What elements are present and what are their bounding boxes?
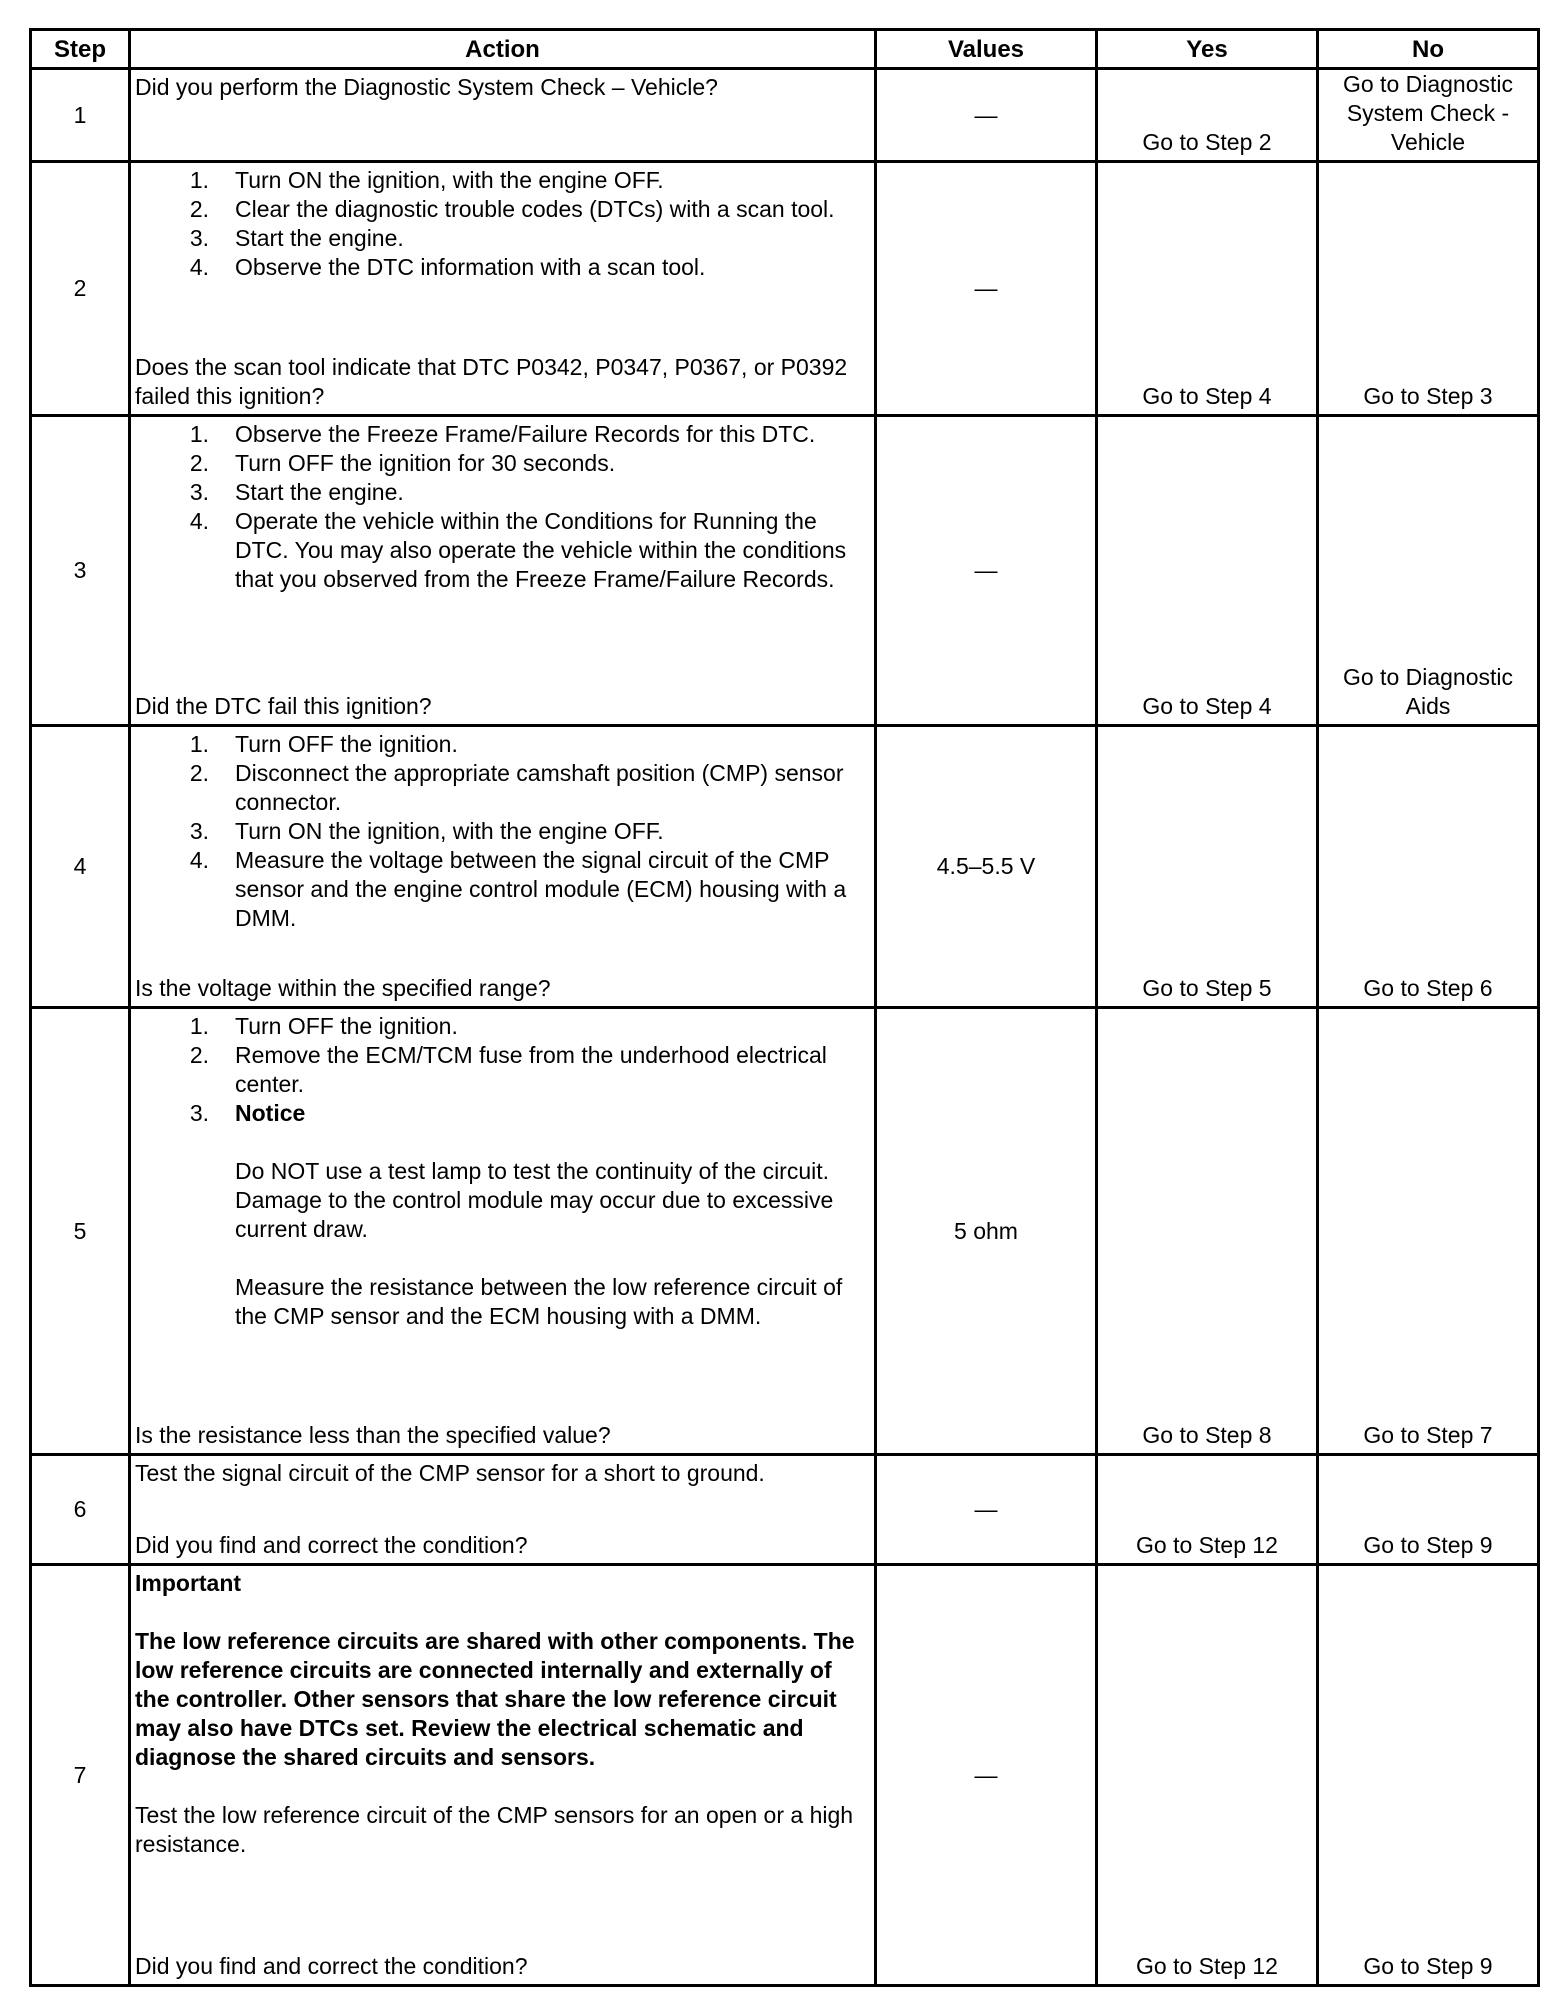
step-number: 1	[31, 69, 130, 162]
table-row	[31, 416, 1539, 726]
notice-text: Do NOT use a test lamp to test the continuity of the circuit. Damage to the control module may occur due to excessive current draw.	[235, 1158, 834, 1242]
action-cell	[130, 1565, 876, 1986]
action-question: Did the DTC fail this ignition?	[135, 693, 432, 719]
header-action: Action	[130, 30, 876, 69]
action-cell	[130, 69, 876, 162]
notice-title: Notice	[235, 1100, 306, 1126]
action-cell	[130, 416, 876, 726]
table-row	[31, 1008, 1539, 1455]
list-item: 2. Remove the ECM/TCM fuse from the underhood electrical center.	[189, 1042, 827, 1097]
action-steps	[135, 730, 870, 933]
action-cell	[130, 1008, 876, 1455]
list-item: 3. Turn ON the ignition, with the engine OFF.	[189, 818, 664, 844]
value-cell: —	[876, 1565, 1097, 1986]
action-text: Test the low reference circuit of the CMP sensors for an open or a high resistance.	[135, 1802, 854, 1857]
list-item: 1. Turn OFF the ignition.	[189, 1013, 458, 1039]
list-item: 3. Start the engine.	[189, 479, 404, 505]
list-item: 2. Turn OFF the ignition for 30 seconds.	[189, 450, 616, 476]
yes-cell: Go to Step 4	[1097, 162, 1318, 416]
action-question: Is the resistance less than the specified value?	[135, 1422, 611, 1448]
list-item: 2. Disconnect the appropriate camshaft position (CMP) sensor connector.	[189, 760, 844, 815]
action-text: Test the signal circuit of the CMP sensor for a short to ground.	[135, 1460, 765, 1486]
list-item: 3. Start the engine.	[189, 225, 404, 251]
action-question: Did you find and correct the condition?	[135, 1953, 528, 1979]
list-item: 2. Clear the diagnostic trouble codes (DTCs) with a scan tool.	[189, 196, 835, 222]
table-row	[31, 69, 1539, 162]
step-number: 4	[31, 726, 130, 1008]
step-number: 2	[31, 162, 130, 416]
yes-cell: Go to Step 12	[1097, 1455, 1318, 1565]
no-cell: Go to Step 6	[1318, 726, 1539, 1008]
list-item: 1. Turn OFF the ignition.	[189, 731, 458, 757]
action-cell	[130, 162, 876, 416]
action-question: Did you find and correct the condition?	[135, 1532, 528, 1558]
action-steps	[135, 166, 870, 282]
no-cell: Go to Step 7	[1318, 1008, 1539, 1455]
value-cell: —	[876, 1455, 1097, 1565]
yes-cell: Go to Step 4	[1097, 416, 1318, 726]
action-question: Did you perform the Diagnostic System Check – Vehicle?	[135, 74, 718, 100]
step-number: 3	[31, 416, 130, 726]
value-cell: —	[876, 69, 1097, 162]
no-cell: Go to Step 9	[1318, 1565, 1539, 1986]
list-item: 4. Measure the voltage between the signal circuit of the CMP sensor and the engine control module (ECM) housing with a DMM.	[189, 847, 847, 931]
header-yes: Yes	[1097, 30, 1318, 69]
value-cell: —	[876, 162, 1097, 416]
no-cell: Go to Step 3	[1318, 162, 1539, 416]
yes-cell: Go to Step 5	[1097, 726, 1318, 1008]
diagnostic-table	[29, 28, 1540, 1987]
action-cell	[130, 1455, 876, 1565]
list-item: 1. Observe the Freeze Frame/Failure Records for this DTC.	[189, 421, 816, 447]
important-title: Important	[135, 1570, 242, 1596]
header-values: Values	[876, 30, 1097, 69]
value-cell: 4.5–5.5 V	[876, 726, 1097, 1008]
action-steps	[135, 420, 870, 594]
notice-action: Measure the resistance between the low reference circuit of the CMP sensor and the ECM housing with a DMM.	[235, 1274, 843, 1329]
table-row	[31, 162, 1539, 416]
table-row	[31, 1455, 1539, 1565]
action-steps	[135, 1012, 870, 1331]
value-cell: —	[876, 416, 1097, 726]
list-item: 3. Notice Do NOT use a test lamp to test the continuity of the circuit. Damage to the control module may occur due to excessive current draw. Measure the resistance between the low reference circuit of the CMP sensor and the ECM housing with a DMM.	[135, 1099, 870, 1331]
step-number: 6	[31, 1455, 130, 1565]
step-number: 7	[31, 1565, 130, 1986]
yes-cell: Go to Step 2	[1097, 69, 1318, 162]
no-cell: Go to Diagnostic Aids	[1318, 416, 1539, 726]
header-row	[31, 30, 1539, 69]
header-step: Step	[31, 30, 130, 69]
step-number: 5	[31, 1008, 130, 1455]
yes-cell: Go to Step 12	[1097, 1565, 1318, 1986]
table-row	[31, 1565, 1539, 1986]
action-cell	[130, 726, 876, 1008]
important-text: The low reference circuits are shared with other components. The low reference circuits are connected internally and externally of the controller. Other sensors that share the low reference circuit may also have DTCs set. Review the electrical schematic and diagnose the shared circuits and sensors.	[135, 1628, 855, 1770]
list-item: 1. Turn ON the ignition, with the engine OFF.	[189, 167, 664, 193]
no-cell: Go to Step 9	[1318, 1455, 1539, 1565]
no-cell: Go to Diagnostic System Check - Vehicle	[1318, 69, 1539, 162]
list-item: 4. Observe the DTC information with a scan tool.	[189, 254, 706, 280]
list-item: 4. Operate the vehicle within the Conditions for Running the DTC. You may also operate the vehicle within the conditions that you observed from the Freeze Frame/Failure Records.	[189, 508, 847, 592]
action-question: Does the scan tool indicate that DTC P0342, P0347, P0367, or P0392 failed this ignition?	[135, 354, 848, 409]
table-row	[31, 726, 1539, 1008]
value-cell: 5 ohm	[876, 1008, 1097, 1455]
header-no: No	[1318, 30, 1539, 69]
yes-cell: Go to Step 8	[1097, 1008, 1318, 1455]
action-question: Is the voltage within the specified range?	[135, 975, 551, 1001]
